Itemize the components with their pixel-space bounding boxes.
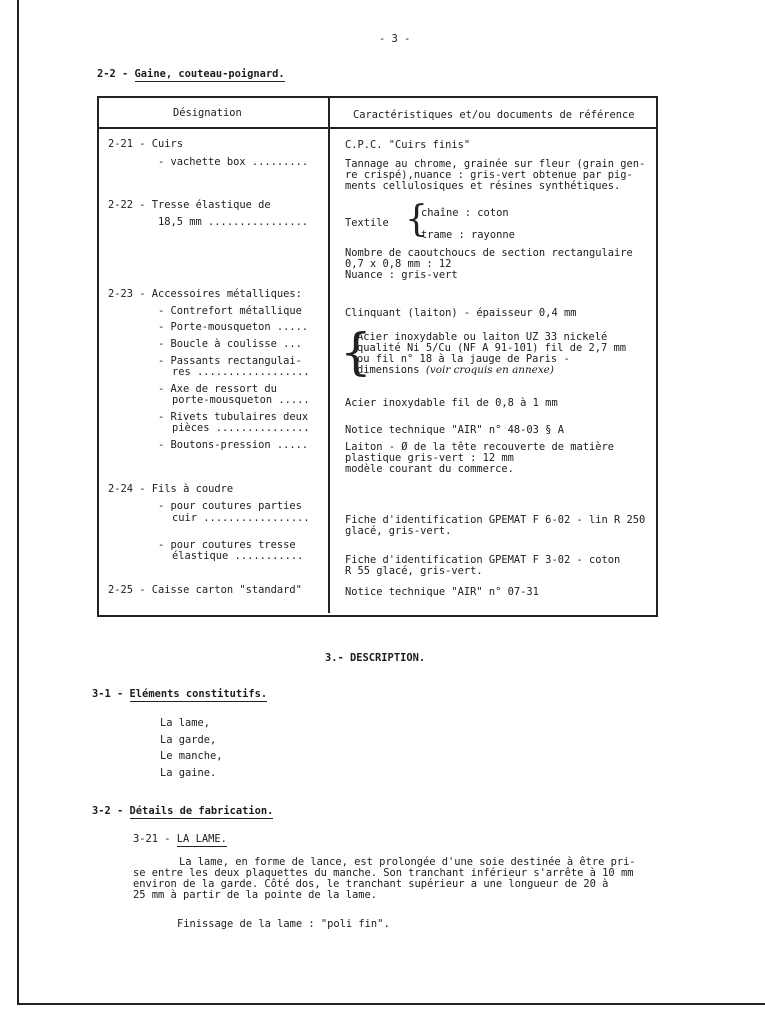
row-2-23-char-7: Notice technique "AIR" n° 48-03 § A <box>345 424 564 436</box>
row-2-25-char-1: Notice technique "AIR" n° 07-31 <box>345 586 539 598</box>
row-2-23-contrefort: - Contrefort métallique <box>158 305 302 317</box>
row-2-21-char-3: re crispé),nuance : gris-vert obtenue par pig- <box>345 169 633 181</box>
row-2-21-char-1: C.P.C. "Cuirs finis" <box>345 139 471 151</box>
textile-brace-icon: { <box>405 199 428 240</box>
paragraph-line-3: environ de la garde. Côté dos, le tranchant supérieur a une longueur de 20 à <box>133 878 609 890</box>
page-frame-bottom <box>17 1003 765 1005</box>
row-2-22-char-3: Nuance : gris-vert <box>345 269 458 281</box>
page-number: - 3 - <box>379 33 411 45</box>
table-header-characteristics: Caractéristiques et/ou documents de référence <box>353 109 635 121</box>
section-3-21-title: LA LAME. <box>176 833 227 845</box>
row-2-22-sub: 18,5 mm ................ <box>158 216 309 228</box>
section-3-21-heading <box>133 834 227 845</box>
row-2-23-char-3: qualité Ni 5/Cu (NF A 91-101) fil de 2,7 mm <box>357 342 626 354</box>
row-2-22-textile-label: Textile <box>345 217 389 229</box>
section-2-2-number: 2-2 - <box>97 68 135 80</box>
row-2-22-trame: trame : rayonne <box>421 229 515 241</box>
row-2-23-char-5-text: dimensions <box>357 364 420 376</box>
row-2-23-char-8: Laiton - Ø de la tête recouverte de matière <box>345 441 614 453</box>
row-2-23-char-4: ou fil n° 18 à la jauge de Paris - <box>357 353 570 365</box>
section-3-2-number: 3-2 - <box>92 805 130 817</box>
row-2-23-char-5 <box>357 365 554 376</box>
row-2-23-designation: 2-23 - Accessoires métalliques: <box>108 288 302 300</box>
table-header-divider <box>97 127 656 129</box>
section-2-2-heading <box>97 69 285 80</box>
row-2-23-boucle: - Boucle à coulisse ... <box>158 338 302 350</box>
row-2-22-char-1: Nombre de caoutchoucs de section rectangulaire <box>345 247 633 259</box>
row-2-23-passants-cont: res .................. <box>172 366 310 378</box>
page-frame-left <box>17 0 19 1005</box>
section-3-21-number: 3-21 - <box>133 833 177 845</box>
list-item: La garde, <box>160 734 217 746</box>
section-3-title: 3.- DESCRIPTION. <box>325 652 426 664</box>
section-2-2-title: Gaine, couteau-poignard. <box>134 68 285 80</box>
row-2-21-char-4: ments cellulosiques et résines synthétiques. <box>345 180 621 192</box>
paragraph-line-4: 25 mm à partir de la pointe de la lame. <box>133 889 377 901</box>
section-3-1-heading <box>92 689 267 700</box>
row-2-23-rivets: - Rivets tubulaires deux <box>158 411 309 423</box>
row-2-22-char-2: 0,7 x 0,8 mm : 12 <box>345 258 452 270</box>
blade-finish: Finissage de la lame : "poli fin". <box>177 918 390 930</box>
section-3-2-heading <box>92 806 273 817</box>
section-3-1-title: Eléments constitutifs. <box>129 688 268 700</box>
row-2-23-axe: - Axe de ressort du <box>158 383 277 395</box>
row-2-21-designation: 2-21 - Cuirs <box>108 138 184 150</box>
row-2-23-axe-cont: porte-mousqueton ..... <box>172 394 310 406</box>
paragraph-line-2: se entre les deux plaquettes du manche. Son tranchant inférieur s'arrête à 10 mm <box>133 867 634 879</box>
row-2-21-sub: - vachette box ......... <box>158 156 309 168</box>
row-2-22-designation: 2-22 - Tresse élastique de <box>108 199 271 211</box>
section-3-2-title: Détails de fabrication. <box>129 805 274 817</box>
row-2-24-designation: 2-24 - Fils à coudre <box>108 483 234 495</box>
table-column-divider <box>328 96 330 613</box>
row-2-24-cuir-cont: cuir ................. <box>172 512 310 524</box>
paragraph-line-1: La lame, en forme de lance, est prolongée d'une soie destinée à être pri- <box>179 856 636 868</box>
row-2-25-designation: 2-25 - Caisse carton "standard" <box>108 584 302 596</box>
row-2-24-tresse: - pour coutures tresse <box>158 539 296 551</box>
row-2-23-char-10: modèle courant du commerce. <box>345 463 514 475</box>
row-2-23-char-6: Acier inoxydable fil de 0,8 à 1 mm <box>345 397 558 409</box>
list-item: Le manche, <box>160 750 223 762</box>
section-3-1-number: 3-1 - <box>92 688 130 700</box>
row-2-23-boutons: - Boutons-pression ..... <box>158 439 309 451</box>
row-2-23-rivets-cont: pièces ............... <box>172 422 310 434</box>
row-2-23-char-2: Acier inoxydable ou laiton UZ 33 nickelé <box>357 331 608 343</box>
row-2-22-chaine: chaîne : coton <box>421 207 509 219</box>
row-2-24-char-3: Fiche d'identification GPEMAT F 3-02 - coton <box>345 554 621 566</box>
row-2-24-tresse-cont: élastique ........... <box>172 550 304 562</box>
list-item: La gaine. <box>160 767 217 779</box>
row-2-24-char-4: R 55 glacé, gris-vert. <box>345 565 483 577</box>
accessories-brace-icon: { <box>340 323 372 381</box>
row-2-24-char-2: glacé, gris-vert. <box>345 525 452 537</box>
row-2-23-char-9: plastique gris-vert : 12 mm <box>345 452 514 464</box>
list-item: La lame, <box>160 717 211 729</box>
row-2-24-char-1: Fiche d'identification GPEMAT F 6-02 - lin R 250 <box>345 514 646 526</box>
row-2-23-char-5-italic: (voir croquis en annexe) <box>425 364 554 376</box>
row-2-23-passants: - Passants rectangulai- <box>158 355 302 367</box>
row-2-23-char-1: Clinquant (laiton) - épaisseur 0,4 mm <box>345 307 577 319</box>
row-2-24-cuir: - pour coutures parties <box>158 500 302 512</box>
row-2-23-porte-mousqueton: - Porte-mousqueton ..... <box>158 321 309 333</box>
table-header-designation: Désignation <box>173 107 242 119</box>
row-2-21-char-2: Tannage au chrome, grainée sur fleur (grain gen- <box>345 158 646 170</box>
